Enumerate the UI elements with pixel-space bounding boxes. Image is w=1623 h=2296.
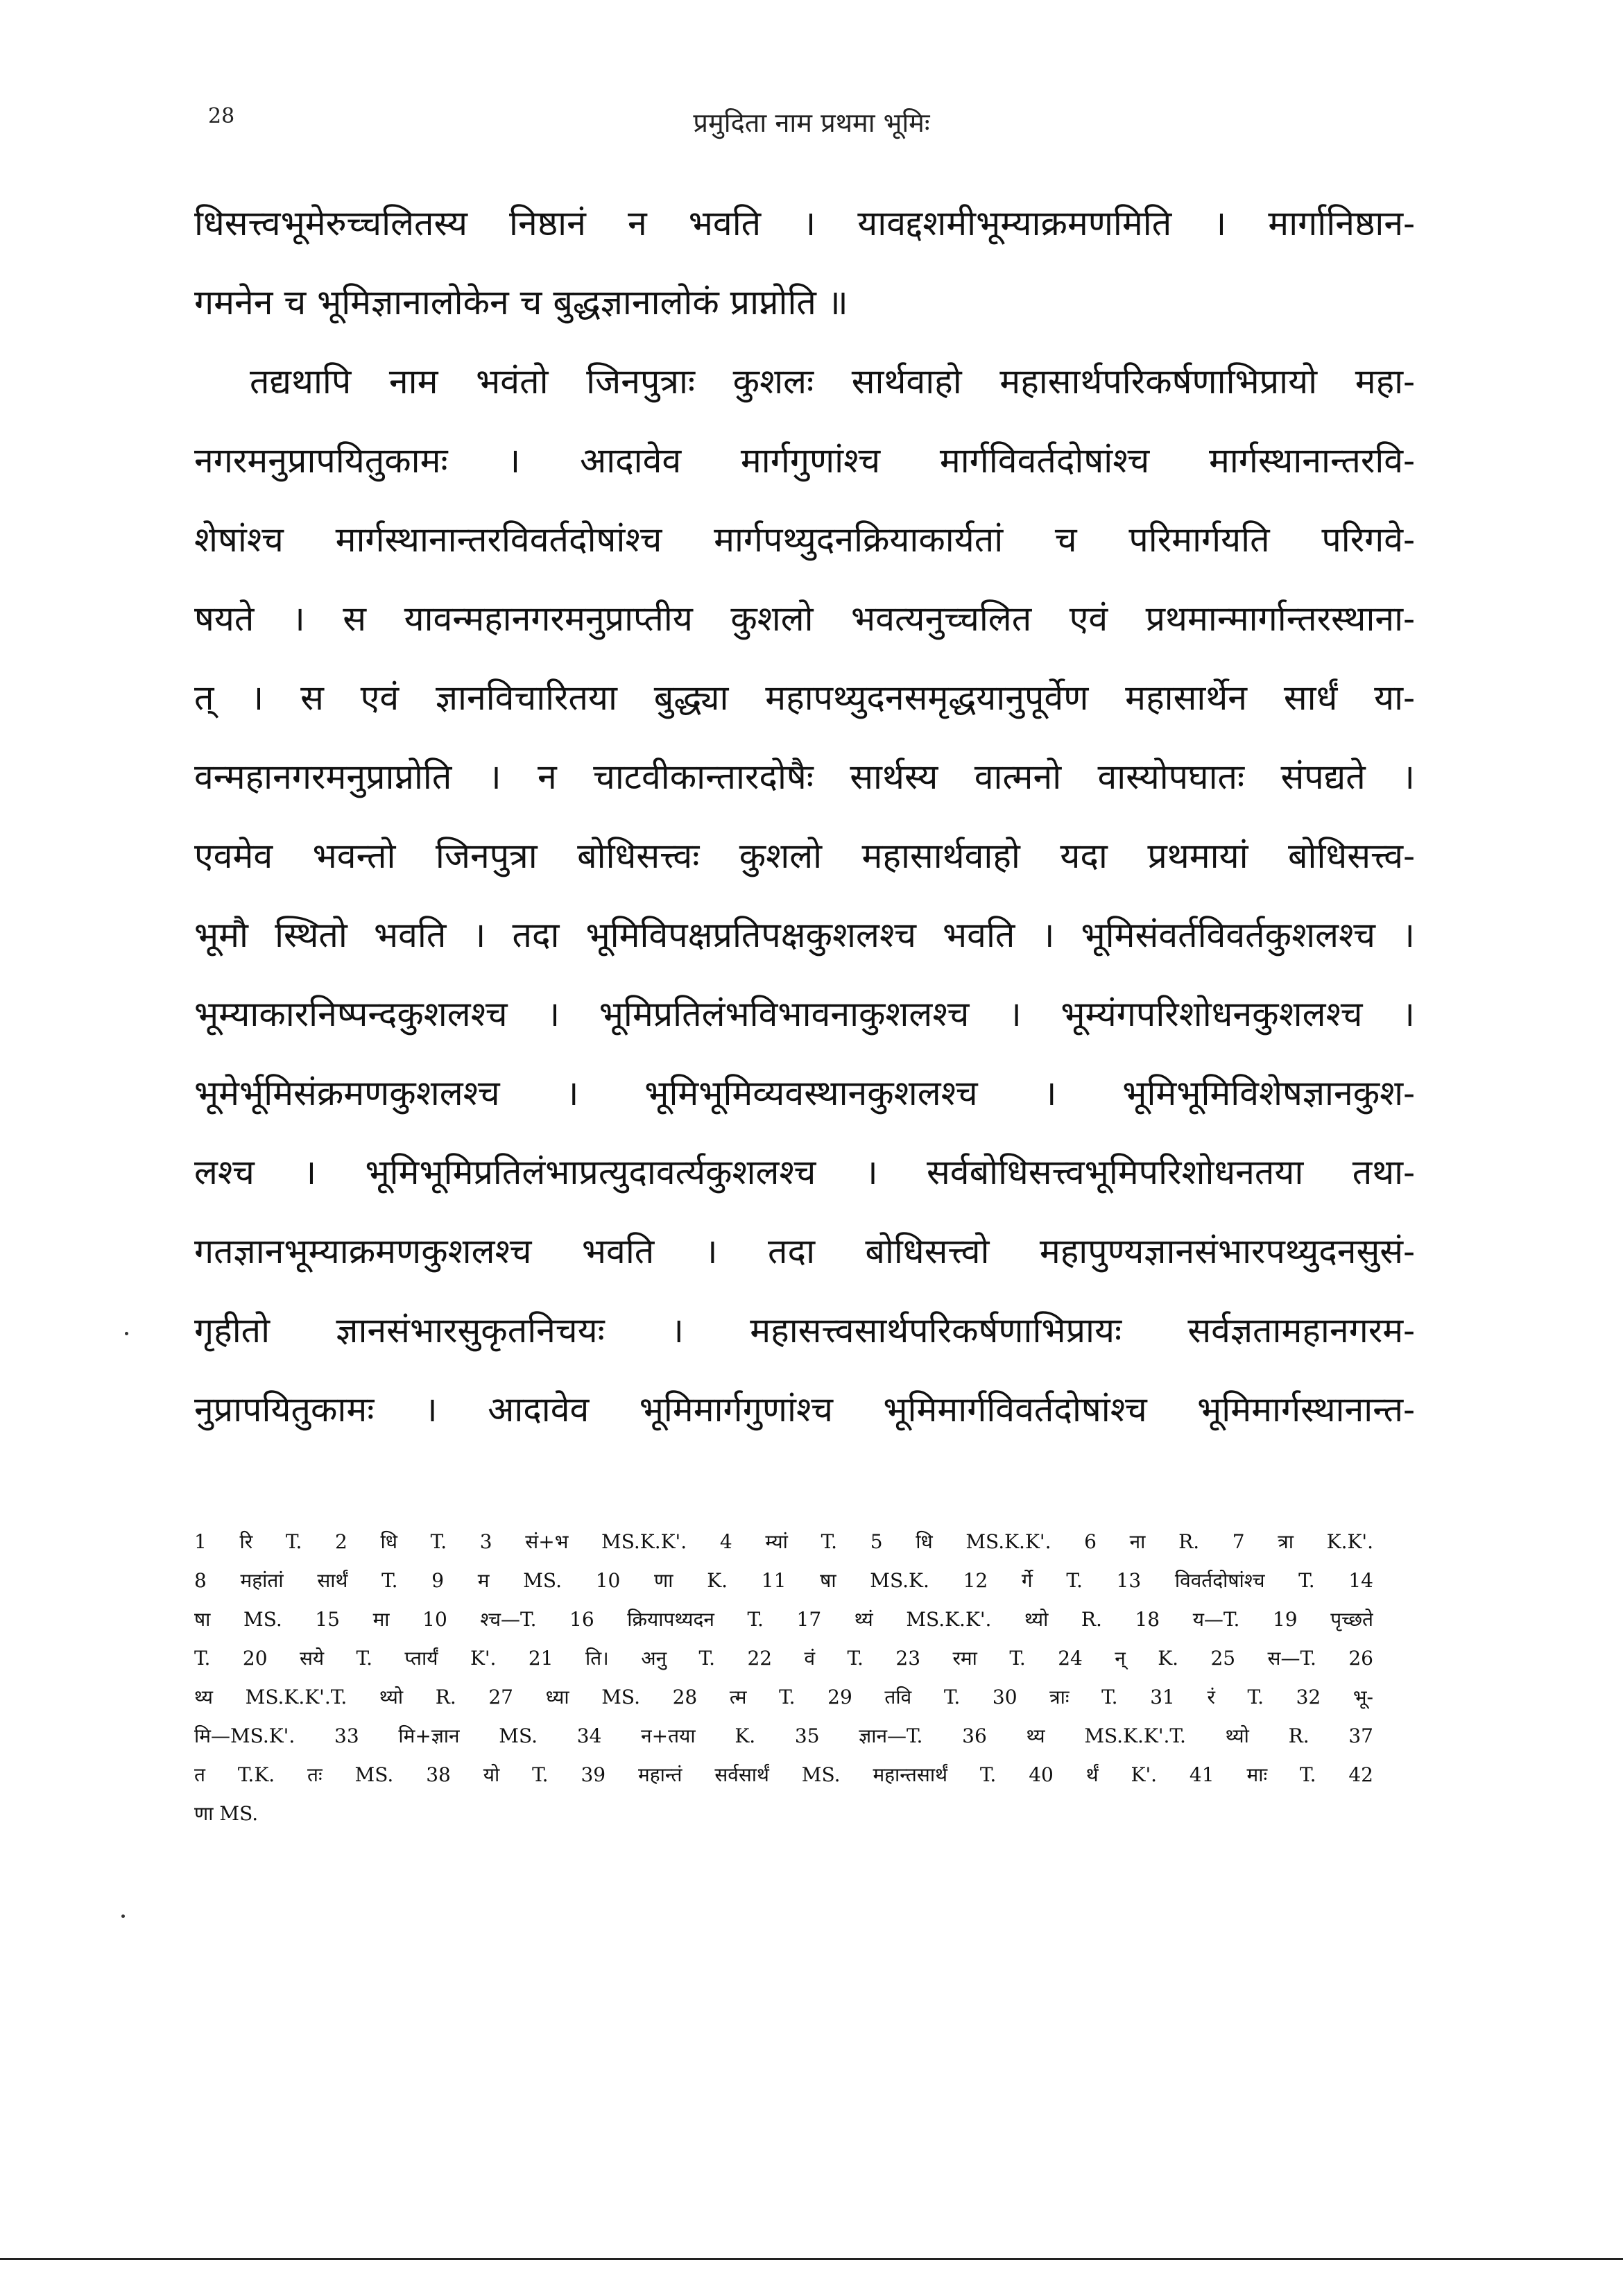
footnote-line: थ्य MS.K.K'.T. थ्यो R. 27 ध्या MS. 28 त्म T. 29 तवि T. 30 त्राः T. 31 रं T. 32 भू- [194, 1686, 1373, 1708]
running-head: प्रमुदिता नाम प्रथमा भूमिः [693, 108, 930, 138]
text-line: गतज्ञानभूम्याक्रमणकुशलश्च भवति । तदा बोधिसत्त्वो महापुण्यज्ञानसंभारपथ्युदनसुसं- [194, 1231, 1415, 1271]
footnotes [194, 1523, 1373, 1833]
text-line: लश्च । भूमिभूमिप्रतिलंभाप्रत्युदावर्त्यकुशलश्च । सर्वबोधिसत्त्वभूमिपरिशोधनतया तथा- [194, 1152, 1415, 1192]
text-line: नगरमनुप्रापयितुकामः । आदावेव मार्गगुणांश्च मार्गविवर्तदोषांश्च मार्गस्थानान्तरवि- [194, 440, 1415, 481]
text-line: गृहीतो ज्ञानसंभारसुकृतनिचयः । महासत्त्वसार्थपरिकर्षणाभिप्रायः सर्वज्ञतामहानगरम- [194, 1310, 1415, 1351]
text-line: धिसत्त्वभूमेरुच्चलितस्य निष्ठानं न भवति । यावद्दशमीभूम्याक्रमणमिति । मार्गानिष्ठान- [194, 203, 1415, 243]
footnote-line: णा MS. [194, 1802, 259, 1825]
text-line: भूम्याकारनिष्पन्दकुशलश्च । भूमिप्रतिलंभविभावनाकुशलश्च । भूम्यंगपरिशोधनकुशलश्च । [194, 994, 1415, 1034]
text-line: गमनेन च भूमिज्ञानालोकेन च बुद्धज्ञानालोकं प्राप्नोति ॥ [194, 282, 848, 323]
page-number: 28 [208, 104, 235, 128]
main-text [194, 184, 1415, 1449]
text-line: शेषांश्च मार्गस्थानान्तरविवर्तदोषांश्च मार्गपथ्युदनक्रियाकार्यतां च परिमार्गयति परिगवे- [194, 520, 1415, 560]
text-line: वन्महानगरमनुप्राप्नोति । न चाटवीकान्तारदोषैः सार्थस्य वात्मनो वास्योपघातः संपद्यते । [194, 757, 1415, 797]
text-line: षयते । स यावन्महानगरमनुप्राप्तीय कुशलो भवत्यनुच्चलित एवं प्रथमान्मार्गान्तरस्थाना- [194, 599, 1415, 639]
footnote-line: षा MS. 15 मा 10 श्च—T. 16 क्रियापथ्यदन T. 17 थ्यं MS.K.K'. थ्यो R. 18 य—T. 19 पृच्छते [194, 1608, 1373, 1631]
footnote-line: T. 20 सये T. प्तार्यं K'. 21 ति। अनु T. 22 वं T. 23 रमा T. 24 न् K. 25 स—T. 26 [194, 1647, 1373, 1670]
footnote-line: मि—MS.K'. 33 मि+ज्ञान MS. 34 न+तया K. 35 ज्ञान—T. 36 थ्य MS.K.K'.T. थ्यो R. 37 [194, 1724, 1373, 1747]
text-line: तद्यथापि नाम भवंतो जिनपुत्राः कुशलः सार्थवाहो महासार्थपरिकर्षणाभिप्रायो महा- [250, 361, 1415, 402]
bottom-rule [0, 2258, 1623, 2260]
text-line: एवमेव भवन्तो जिनपुत्रा बोधिसत्त्वः कुशलो महासार्थवाहो यदा प्रथमायां बोधिसत्त्व- [194, 836, 1415, 876]
text-line: भूमौ स्थितो भवति । तदा भूमिविपक्षप्रतिपक्षकुशलश्च भवति । भूमिसंवर्तविवर्तकुशलश्च । [194, 915, 1415, 955]
footnote-line: त T.K. तः MS. 38 यो T. 39 महान्तं सर्वसार्थं MS. महान्तसार्थं T. 40 र्थं K'. 41 माः T. 42 [194, 1763, 1373, 1786]
scan-speck [121, 1914, 125, 1918]
scan-speck [125, 1332, 128, 1335]
text-line: त् । स एवं ज्ञानविचारितया बुद्ध्या महापथ्युदनसमृद्धयानुपूर्वेण महासार्थेन सार्धं या- [194, 678, 1415, 718]
footnote-line: 8 महांतां सार्थं T. 9 म MS. 10 णा K. 11 षा MS.K. 12 र्गे T. 13 विवर्तदोषांश्च T. 14 [194, 1569, 1373, 1592]
text-line: नुप्रापयितुकामः । आदावेव भूमिमार्गगुणांश्च भूमिमार्गविवर्तदोषांश्च भूमिमार्गस्थानान्त- [194, 1389, 1415, 1430]
text-line: भूमेर्भूमिसंक्रमणकुशलश्च । भूमिभूमिव्यवस्थानकुशलश्च । भूमिभूमिविशेषज्ञानकुश- [194, 1073, 1415, 1113]
footnote-line: 1 रि T. 2 धि T. 3 सं+भ MS.K.K'. 4 म्यां T. 5 धि MS.K.K'. 6 ना R. 7 त्रा K.K'. [194, 1530, 1373, 1553]
